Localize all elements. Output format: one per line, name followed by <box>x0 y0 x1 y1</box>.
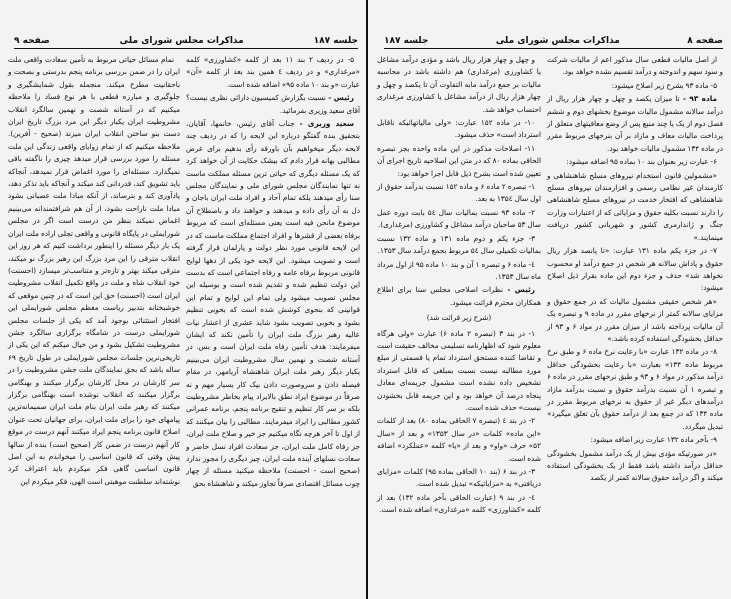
paragraph-text: (شرح زیر قرائت شد) <box>426 313 492 323</box>
speaker-lead: رئیس - <box>325 93 354 103</box>
paragraph-text: ۱۱- اصلاحات مذکور در این ماده واحده بجز تبصره الحاقی بماده ۸۰ که در متن این اصلاحیه تاریخ اجرای آن تعیین شده است بشرح ذیل قابل اجرا خواهد بود: <box>377 143 542 178</box>
paragraph-text: ۶- عبارت زیر بعنوان بند ۱۰ بماده ۹۵ اضافه میشود: <box>566 157 717 167</box>
paragraph <box>547 93 723 155</box>
paragraph <box>377 415 541 465</box>
page-8 <box>370 0 731 599</box>
paragraph-text: ۳- در بند ۶ (بند ۱۰ الحاقی بماده ۹۵) کلمات «مزایای دریافتی» به «مزایائیکه» تبدیل شده است. <box>377 467 541 489</box>
text-column <box>547 54 723 486</box>
paragraph <box>377 492 541 517</box>
paragraph <box>377 328 541 415</box>
paragraph-text: نسبت بگزارش کمیسیون دارائی نظری نیست؟ آقای سعید وزیری بفرمائید. <box>186 93 360 115</box>
paragraph-text: جناب آقای رئیس، خانمها، آقایان، بتحقیق بنده گفتگو درباره این لایحه را که در ردیف چند لایحه دیگر میخواهیم بآن باورقه رأی بدهیم برای عرض مطالبی بهانه قرار دادم که بیشک حکایت از آن خواهد کرد که یک مسئله دیگری که حیاتی ترین مسئله مملکت ماست نه تنها نمایندگان مجلس شورای ملی و نمایندگان مجلس سنا رأی میدهند بلکه تمام آحاد و افراد ملت ایران باجان و دل به آن رأی داده و میدهند و خواهند داد و باصطلاح آن موضوع مانحن فیه است یعنی مسئله‌ای است که مربوط برفاه بعضی از قشرها و افراد اجتماع مملکت ماست که در این لایحه قانونی مورد نظر دولت و پارلمان قرار گرفته است و تصویب میشود. این لایحه خود یکی از دهها لوایح قانونی مربوط برفاه عامه و رفاه اجتماعی است که بدست این دولت تنظیم شده و تقدیم شده است و بوسیله این مجلس تصویب میشود ولی تمام این لوایح و تمام این قوانینی که بنحوی کوشش شده است که بخوبی تنظیم بشود و بخوبی تصویب بشود شاید عشری از اعشار نیات عالیه رهبر بزرگ ملت ایران را تأمین نکند که ایشان میفرمایند: هدف تأمین رفاه ملت ایران است و بس. در آستانه شصت و نهمین سال مشروطیت ایران می‌بینیم یکبار دیگر رهبر ملت ایران شاهنشاه آریامهر، در مقام فیصله دادن و سروصورت دادن بیک کار بسیار مهم و نه صرفاً در موضوع ایراد نطق بالایراد پیام بخاطر مشروطیت بلکه بر سر کار تنظیم و تنقیح برنامه پنجم، برنامه عمرانی کشور مطالبی را ایراد میفرمایند. مطالبی را بیان میکنند که از اول تا آخر هرچه نگاه میکنیم جز خیر و صلاح ملت ایران، جز رفاه کامل ملت ایران، جز سعادت افراد نسل حاضر و سعادت نسلهای آینده ملت ایران، چیز دیگری را مجوز ندارد (صحیح است - احسنت) ملاحظه میکنید مسئله از چهار چوب مسائل اقتصادی صرفاً تجاوز میکند و شاهنشاه بحق <box>186 119 360 488</box>
paragraph <box>547 54 723 79</box>
paragraph <box>547 434 723 446</box>
paragraph-text: «مشمولین قانون استخدام نیروهای مسلح شاهنشاهی و کارمندان غیر نظامی رسمی و افزارمندان نیروهای مسلح شاهنشاهی که افتخار خدمت در نیروهای مسلح شاهنشاهی را دارند نسبت بکلیه حقوق و مزایائی که از اعتبارات وزارت جنگ و ژاندارمری کشور و شهربانی کشور دریافت مینمایند.» <box>547 170 723 242</box>
page-gutter-divider <box>366 0 368 599</box>
header-title: مذاکرات مجلس شورای ملی <box>119 36 244 46</box>
header-item: صفحه ۸ <box>687 36 723 46</box>
paragraph-text: ۳- جزء یکم و دوم ماده ۱۳۱ و ماده ۱۳۲ نسبت بمالیات تکمیلی سال ۵٤ مربوط بجمع درآمد سال ۱۳۵۳. <box>377 233 541 256</box>
paragraph-text: ۵- در ردیف ۲ بند ۱۱ بعد از کلمه «کشاورزی» کلمه «مرغداری» و در ردیف ٤ همین بند بعد از کلمه «آن» عبارت «و بند ۱۰ ماده ۹۵» اضافه شده است. <box>186 55 360 89</box>
paragraph-text: ۱۰- در ماده ۱۵۲ عبارت: «ولی مالیاتهائیکه ناقابل استرداد است» حذف میشود. <box>377 118 541 140</box>
paragraph <box>377 207 541 232</box>
paragraph <box>186 92 360 117</box>
paragraph <box>8 54 180 488</box>
paragraph-text: ٤- در بند ۹ (عبارت الحاقی بآخر ماده ۱۳۲) بعد از کلمه «کشاورزی» کلمه «مرغداری» اضافه شده است. <box>377 492 541 515</box>
paragraph <box>547 156 723 168</box>
paragraph-text: ۱- تبصره ۲ ماده ۶ و ماده ۱۵۲ نسبت بدرآمد حقوق از اول سال ۱۳۵٤ به بعد. <box>377 182 541 204</box>
paragraph-text: ۷- در جزء یکم ماده ۱۳۱ عبارت: «تا پانصد هزار ریال حقوق و پاداش سالانه هر شخص در جمع درآمد او محسوب نخواهد شد» حذف و جزء دوم این ماده بقرار ذیل اصلاح میشود: <box>547 246 723 293</box>
paragraph-text: نظرات اصلاحی مجلس سنا برای اطلاع همکاران محترم قرائت میشود. <box>377 285 541 307</box>
paragraph <box>547 170 723 244</box>
paragraph <box>547 80 723 92</box>
header-item: صفحه ۹ <box>14 36 50 46</box>
text-column <box>8 54 180 489</box>
paragraph-text: «در صورتیکه مؤدی بیش از یک درآمد مشمول بخشودگی حداقل درآمد داشته باشد فقط از یک بخشودگی استفاده میکند و اگر درآمد حقوق سالانه کمتر از یکصد <box>547 448 723 483</box>
paragraph <box>377 181 541 206</box>
paragraph <box>377 312 541 324</box>
paragraph <box>377 259 541 284</box>
page-header <box>384 32 723 49</box>
paragraph <box>377 143 541 180</box>
paragraph-text: از اصل مالیات قطعی سال مذکور اعم از مالیات شرکت و سود سهم و اندوخته و درآمد تقسیم نشده خواهد بود. <box>547 55 723 77</box>
paragraph-text: «هر شخص حقیقی مشمول مالیات که در جمع حقوق و مزایای سالانه کمتر از نرخهای مقرر در ماده ۹ و تبصره یک آن مالیات پرداخته باشد از میزان مقرر در مواد ۶ و ۹۳ از حداقل بخشودگی استفاده کرده باشد.» <box>547 296 723 343</box>
paragraph <box>377 284 541 309</box>
paragraph-text: ۱- در بند ۳ (تبصره ۲ ماده ۶) عبارت «ولی هرگاه معلوم شود که اظهارنامه تسلیمی مخالف حقیقت است و تقاضا کننده مستحق استرداد تمام یا قسمتی از مبلغ مورد مطالبه نیست نسبت بمبلغی که قابل استرداد تشخیص داده نشده است مشمول جریمه‌ای معادل پنجاه درصد آن خواهد بود و این جریمه قابل بخشودن نیست» حذف شده است. <box>377 328 541 412</box>
speaker-lead: رئیس - <box>503 285 535 295</box>
text-column <box>186 54 360 491</box>
paragraph-text: ۵- ماده ۹۳ بشرح زیر اصلاح میشود: <box>611 80 717 90</box>
header-item: جلسه ۱۸۷ <box>313 36 358 46</box>
paragraph <box>186 54 360 91</box>
paragraph <box>377 117 541 142</box>
paragraph <box>547 245 723 295</box>
paragraph-text: ۲- در بند ٤ (تبصره ۷ الحاقی بماده ۸۰) بعد از کلمات «این ماده» کلمات «در سال ۱۳۵۳» و بعد از «سال ۵۲» حرف «واو» و بعد از «یا» کلمه «عملکرد» اضافه شده است. <box>377 416 542 463</box>
paragraph <box>377 233 541 258</box>
header-title: مذاکرات مجلس شورای ملی <box>495 36 620 46</box>
paragraph <box>547 296 723 346</box>
paragraph-text: و چهل و چهار هزار ریال باشد و مؤدی درآمد مشاغل یا کشاورزی (مرغداری) هم داشته باشد در محاسبه مالیات بر جمع درآمد مابه التفاوت آن تا یکصد و چهل و چهار هزار ریال از درآمد مشاغل یا کشاورزی مرغداری احتساب خواهد شد. <box>377 55 541 114</box>
paragraph-text: ۸- در ماده ۱۳۲ عبارت «با رعایت نرخ ماده ۶ و طبق نرخ مربوط ماده ۱۳۴» بعبارت «با رعایت بخشودگی حداقل درآمد مذکور در مواد ۶ و ۹۳ و طبق نرخهای مقرر در ماده ۶ و تبصره ۱ آن نسبت بدرآمد حقوق و نسبت بدرآمد مازاد درآمدهای دیگر غیر از حقوق به نرخهای مربوط مقرر در ماده ۱۳۴ که در جمع بعد از درآمد حقوق بآن تعلق میگیرد» تبدیل میگردد. <box>547 347 723 431</box>
paragraph <box>547 448 723 485</box>
paragraph <box>547 346 723 433</box>
header-item: جلسه ۱۸۷ <box>384 36 429 46</box>
speaker-lead: ماده ۹۳ - <box>679 94 717 104</box>
text-column <box>377 54 541 518</box>
paragraph-text: تمام مسائل حیاتی مربوط به تأمین سعادت واقعی ملت ایران را در ضمن بررسی برنامه پنجم بدرستی و بصحت و باحقانیت مطرح میکند. منجمله بقول شمایشگیری و جلوگیری و مبارزه قطعی با هر نوع فساد را ملاحظه میکنیم که در آستانه شصت و نهمین سالگرد انقلاب مشروطیت ایران یکبار دیگر این مرد بزرگ تاریخ ایران دست بنو ساختن انقلاب ایران میزند (صحیح - آفرین). ملاحظه میکنیم که از تمام زوایای واقعی زندگی این ملت مسئله را مورد بررسی قرار میدهد چیزی را ناگفته باقی نمیگذارد. مسئله‌ای را مورد اغماض قرار نمیدهد، آنجاکه باید تشویق کند، قدردانی کند میکند و آنجاکه باید تذکر دهد، یادآوری کند و بترساند، از آنکه مبادا ملت عصبانی بشود مبادا ملت ناراحت بشود، از آن هم شرافتمندانه می‌بینیم اغماض نمیکند بنظر من درست است اگر در مجلس شورایملی در پایگاه قانونی و واقعی تجلی اراده ملت ایران یک بار دیگر مسئله را اینطور برداشت کنیم که هر روز این انقلاب مترقی را این مرد بزرگ این رهبر بزرگ نو میکند، مترقی میکند بهتر و تازه‌تر و متناسب‌تر میسازد (احسنت) خود انقلاب شاه و ملت در واقع تکمیل انقلاب مشروطیت ایران است (احسنت) حق این است که در چنین موقعی که خوشبختانه بتدبیر ریاست معظم مجلس شورایملی این افتخار استثنائی بوجود آمد که یکی از جلسات مجلس شورایملی درست در شامگاه برگزاری سالگرد جشن مشروطیت تشکیل بشود و من خیال میکنم که این یکی از تاریخی‌ترین جلسات مجلس شورایملی در طول تاریخ ۶۹ ساله باشد که بحق نمایندگان ملت جشن مشروطیت را در سر کارشان در محل کارشان برگزار میکنند و بهنگامی برگزار میکنند که انقلاب نوشده است بهنگامی برگزار میکنند که رهبر ملت ایران بنام ملت ایران صمیمانه‌ترین پیامهای خود را برای ملت ایران، برای جهانیان تحت عنوان اصلاح قانون برنامه پنجم ایراد میکنند آنهم درست در موقع کار آنهم درست در ضمن کار (صحیح است) بنده از سالها پیش وقتی که قانون اساسی را میخواندم به این اصل قانون اساسی گاهی فکر میکردم باید اعتراف کرد نوشته‌اند سلطنت موهبتی است الهی، فکر میکردم این <box>8 55 180 486</box>
paragraph <box>377 54 541 116</box>
paragraph-text: ٤- ماده ۶ و تبصره ۱ آن و بند ۱۰ ماده ۹۵ از اول مرداد ماه سال ۱۳۵۳. <box>377 259 541 281</box>
paragraph <box>377 466 541 491</box>
paragraph-text: تا میزان یکصد و چهل و چهار هزار ریال از درآمد سالانه مشمول مالیات موضوع بخشهای دوم و ششم فصل دوم از یک یا چند منبع پس از وضع معافیتهای متعلق از پرداخت مالیات معاف و مازاد بر آن بنرخهای مربوط مقرر در ماده ۱۳۴ مشمول مالیات خواهد بود. <box>547 94 723 153</box>
page-header <box>14 32 358 49</box>
paragraph <box>186 118 360 490</box>
paragraph-text: ۹- بآخر ماده ۱۳۲ عبارت زیر اضافه میشود: <box>590 435 717 445</box>
paragraph-text: ۲- ماده ۹۳ نسبت بمالیات سال ۵٤ بابت دوره عمل سال ۵۳ صاحبان درآمد مشاغل و کشاورزی (مرغداری). <box>377 207 541 230</box>
speaker-lead: سعید وزیری - <box>294 119 354 129</box>
